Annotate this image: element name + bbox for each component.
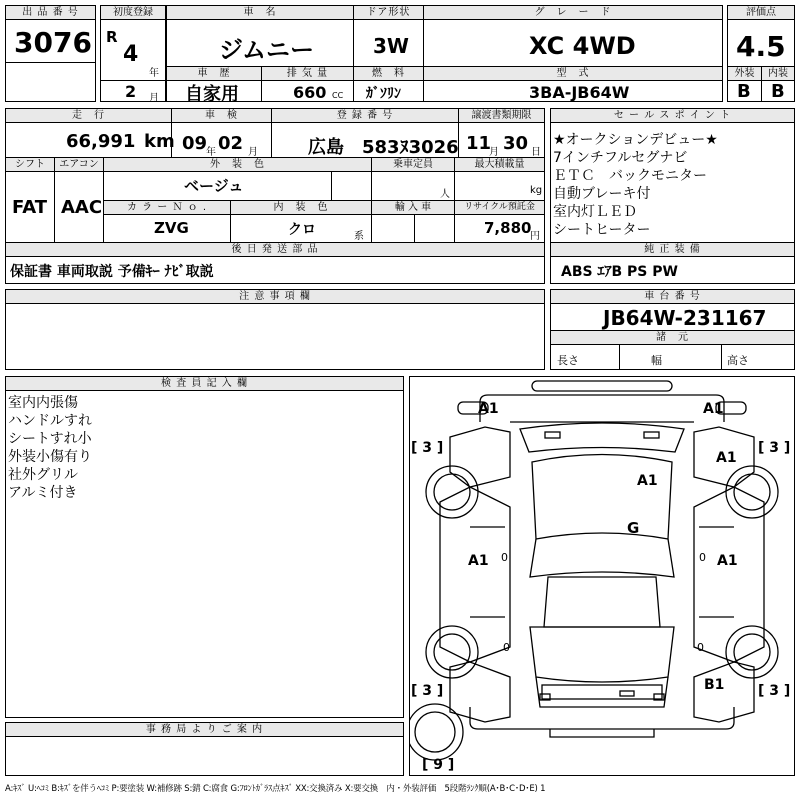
sales-point-4: 自動ブレーキ付 (553, 186, 651, 202)
mark-door-left: A1 (468, 553, 489, 569)
mileage-label: 走 行 (6, 109, 171, 123)
transfer-day: 30 (503, 133, 529, 154)
equipment-label: 純 正 装 備 (551, 243, 794, 257)
mark-front-right: A1 (703, 401, 724, 417)
mark-rear-right: B1 (704, 677, 725, 693)
grade-value: XC 4WD (529, 32, 636, 60)
tire-fr: [ 3 ] (758, 440, 791, 456)
small-mark-rr: 0 (697, 641, 704, 654)
mileage-unit: km (144, 131, 175, 152)
sales-point-2: 7インチフルセグナビ (553, 150, 688, 166)
displacement-label: 排 気 量 (262, 67, 353, 81)
inspection-label: 車 検 (172, 109, 271, 123)
inspection-month: 02 (218, 133, 244, 154)
small-mark-r: 0 (699, 551, 706, 564)
main-info-box (166, 5, 723, 105)
inspector-line-6: アルミ付き (8, 485, 78, 501)
sales-points-label: セ ー ル ス ポ イ ン ト (551, 109, 794, 123)
sales-point-3: ＥＴＣ バックモニター (553, 168, 707, 184)
tire-fl: [ 3 ] (411, 440, 444, 456)
exterior-grade-label: 外装 (728, 67, 761, 81)
inspector-line-4: 外装小傷有り (8, 449, 92, 465)
exterior-color-value: ベージュ (184, 177, 244, 195)
exterior-color-label: 外 装 色 (104, 158, 371, 172)
shift-value: FAT (12, 197, 48, 218)
shipping-label: 後 日 発 送 部 品 (6, 243, 544, 257)
capacity-unit: 人 (440, 189, 450, 200)
plate-value: 広島 583ﾇ3026 (308, 137, 459, 158)
chassis-box (550, 289, 795, 370)
lot-number: 3076 (14, 26, 92, 59)
recycle-unit: 円 (530, 231, 540, 242)
history-value: 自家用 (185, 84, 239, 105)
shipping-value: 保証書 車両取説 予備ｷｰ ﾅﾋﾞ取説 (10, 264, 214, 280)
inspection-year-unit: 年 (206, 147, 216, 158)
interior-grade: B (771, 81, 785, 102)
registration-year: 4 (123, 42, 139, 67)
registration-era: R (106, 28, 118, 46)
plate-label: 登 録 番 号 (272, 109, 458, 123)
exterior-grade: B (737, 81, 751, 102)
sales-points-box (550, 108, 795, 284)
recycle-value: 7,880 (484, 219, 532, 237)
small-mark-lr: 0 (503, 641, 510, 654)
sales-point-5: 室内灯ＬＥＤ (553, 204, 637, 220)
notes-box (5, 289, 545, 370)
office-box (5, 722, 404, 776)
mark-roof: G (627, 519, 640, 537)
legend: A:ｷｽﾞ U:ﾍｺﾐ B:ｷｽﾞを伴うﾍｺﾐ P:要塗装 W:補修跡 S:錆 C:腐食 G:ﾌﾛﾝﾄｶﾞﾗｽ点ｷｽﾞ XX:交換済み X:要交換 内・外装評価 5段階ﾗﾝｸ順(A･B･C･D･E) 1 (5, 784, 546, 794)
registration-box (100, 5, 166, 102)
small-mark-l: 0 (501, 551, 508, 564)
inspector-line-3: シートすれ小 (8, 431, 92, 447)
chassis-value: JB64W-231167 (603, 306, 767, 330)
inspector-box (5, 376, 404, 718)
score-label: 評価点 (728, 6, 794, 20)
mark-hood: A1 (637, 473, 658, 489)
registration-label: 初度登録 (101, 6, 165, 20)
color-no-value: ZVG (154, 219, 189, 237)
inspector-line-5: 社外グリル (8, 467, 78, 483)
chassis-label: 車 台 番 号 (551, 290, 794, 304)
details-box (5, 108, 545, 284)
office-label: 事 務 局 よ り ご 案 内 (6, 723, 403, 737)
car-diagram (409, 376, 795, 776)
lot-label: 出 品 番 号 (6, 6, 95, 20)
specs-label: 諸 元 (551, 331, 794, 345)
color-no-label: カ ラ ー Ｎ ｏ . (104, 201, 230, 215)
interior-grade-label: 内装 (762, 67, 794, 81)
door-label: ドア形状 (354, 6, 423, 20)
max-load-unit: kg (530, 185, 543, 196)
ac-label: エアコン (55, 158, 103, 172)
car-name-label: 車 名 (167, 6, 353, 20)
registration-month-unit: 月 (149, 93, 159, 104)
score-value: 4.5 (736, 30, 786, 63)
sales-point-6: シートヒーター (553, 222, 651, 238)
fuel-value: ｶﾞｿﾘﾝ (366, 86, 401, 102)
displacement-unit: CC (332, 91, 344, 100)
recycle-label: リサイクル預託金 (455, 201, 544, 215)
inspector-line-2: ハンドルすれ (8, 413, 92, 429)
equipment-value: ABS ｴｱB PS PW (561, 264, 678, 280)
max-load-label: 最大積載量 (455, 158, 544, 172)
transfer-month: 11 (466, 133, 492, 154)
spec-length: 長さ (557, 354, 579, 367)
capacity-label: 乗車定員 (372, 158, 454, 172)
interior-color-label: 内 装 色 (231, 201, 371, 215)
car-outline-drawing (410, 377, 794, 775)
transfer-label: 譲渡書類期限 (459, 109, 544, 123)
interior-color-unit: 系 (354, 231, 364, 242)
tire-rr: [ 3 ] (758, 683, 791, 699)
inspector-line-1: 室内内張傷 (8, 395, 78, 411)
interior-color-value: クロ (288, 222, 316, 238)
model-value: 3BA-JB64W (529, 83, 630, 102)
grade-label: グ レ ー ド (424, 6, 722, 20)
shift-label: シフト (6, 158, 54, 172)
lot-box (5, 5, 96, 102)
inspector-label: 検 査 員 記 入 欄 (6, 377, 403, 391)
tire-spare: [ 9 ] (422, 757, 455, 773)
notes-label: 注 意 事 項 欄 (6, 290, 544, 304)
history-label: 車 歴 (167, 67, 261, 81)
inspection-year: 09 (182, 133, 208, 154)
ac-value: AAC (61, 197, 103, 218)
transfer-day-unit: 日 (531, 147, 541, 158)
import-label: 輸 入 車 (372, 201, 454, 215)
spec-height: 高さ (727, 354, 749, 367)
inspection-month-unit: 月 (248, 147, 258, 158)
spec-width: 幅 (651, 354, 662, 367)
car-name: ジムニー (219, 36, 315, 64)
mark-front-left: A1 (478, 401, 499, 417)
displacement-value: 660 (293, 83, 327, 102)
mark-fender-right: A1 (716, 450, 737, 466)
mark-door-right: A1 (717, 553, 738, 569)
sales-point-1: ★オークションデビュー★ (553, 132, 718, 148)
fuel-label: 燃 料 (354, 67, 423, 81)
score-box (727, 5, 795, 102)
tire-rl: [ 3 ] (411, 683, 444, 699)
mileage-value: 66,991 (66, 131, 136, 152)
door-value: 3W (373, 34, 409, 58)
model-label: 型 式 (424, 67, 722, 81)
transfer-month-unit: 月 (489, 147, 499, 158)
registration-year-unit: 年 (149, 68, 159, 79)
registration-month: 2 (125, 82, 137, 101)
